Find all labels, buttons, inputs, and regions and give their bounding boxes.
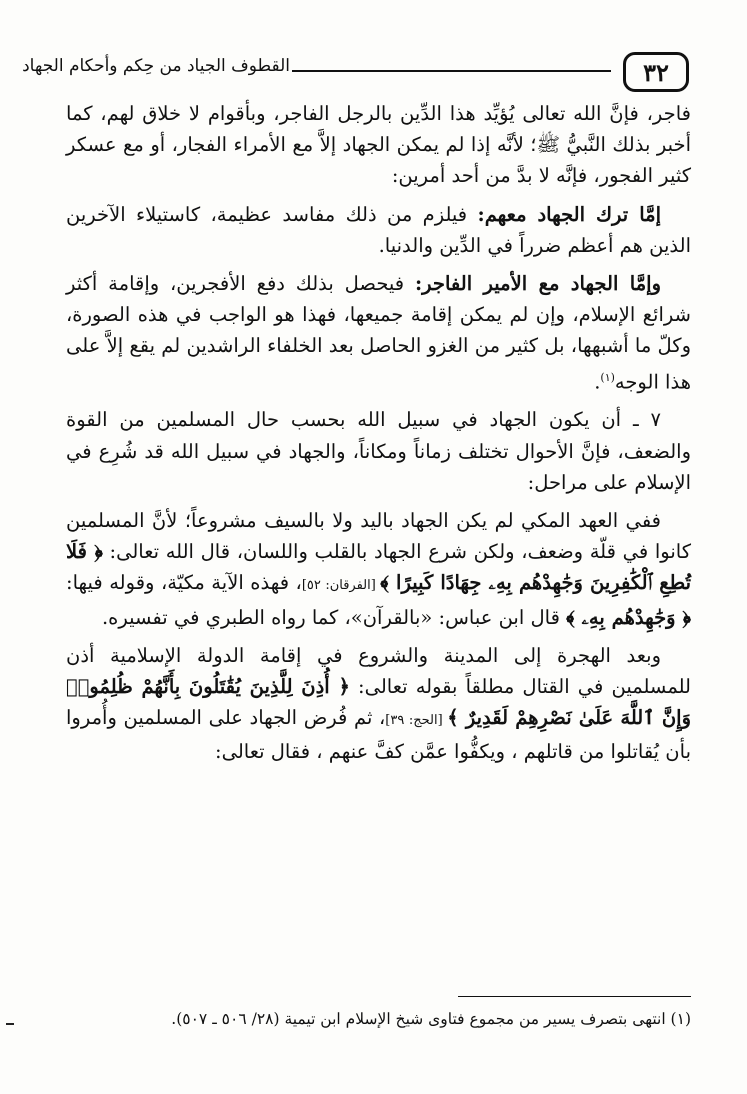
header-rule (292, 70, 611, 72)
quran-verse-hajj-39: ﴿ أُذِنَ لِلَّذِينَ يُقَٰتَلُونَ بِأَنَّهُمْ ظُلِمُوا۟ وَإِنَّ ٱللَّهَ عَلَىٰ نَصْرِهِمْ لَقَدِيرٌ ﴾ (66, 674, 692, 730)
paragraph-5-mid: ، فهذه الآية مكيّة، وقوله فيها: (66, 571, 302, 595)
verse-reference-hajj: [الحج: ٣٩] (385, 713, 448, 729)
body-text (66, 98, 691, 775)
paragraph-5 (66, 505, 691, 633)
paragraph-3-end: . (594, 370, 601, 394)
paragraph-2-lead: إمَّا ترك الجهاد معهم: (477, 202, 661, 226)
paragraph-1: فاجر، فإنَّ الله تعالى يُؤيِّد هذا الدِّين بالرجل الفاجر، وبأقوام لا خلاق لهم، كما أخبر بذلك النَّبيُّ ﷺ؛ لأنَّه إذا لم يمكن الجهاد إلاَّ مع الأمراء الفجار، أو مع عسكر كثير الفجور، فإنَّه لا بدَّ من أحد أمرين: (66, 102, 691, 188)
footnote: (١) انتهى بتصرف يسير من مجموع فتاوى شيخ الإسلام ابن تيمية (٢٨/ ٥٠٦ ـ ٥٠٧). (171, 1010, 691, 1028)
paragraph-6-intro: وبعد الهجرة إلى المدينة والشروع في إقامة الدولة الإسلامية أذن للمسلمين في القتال مطلقاً بقوله تعالى: (66, 643, 691, 698)
footnote-reference: (١) (600, 370, 615, 384)
paragraph-3 (66, 268, 691, 397)
quran-verse-fragment: ﴿ وَجَٰهِدْهُم بِهِۦ ﴾ (566, 605, 691, 629)
verse-reference-furqan: [الفرقان: ٥٢] (301, 578, 381, 594)
paragraph-3-lead: وإمَّا الجهاد مع الأمير الفاجر: (414, 272, 661, 296)
paragraph-5-end: قال ابن عباس: «بالقرآن»، كما رواه الطبري في تفسيره. (101, 605, 567, 629)
paragraph-2 (66, 199, 691, 261)
paragraph-4: ٧ ـ أن يكون الجهاد في سبيل الله بحسب حال المسلمين من القوة والضعف، فإنَّ الأحوال تختلف زماناً ومكاناً، والجهاد في سبيل الله قد شُرِع في الإسلام على مراحل: (66, 408, 691, 494)
paragraph-2-text: فيلزم من ذلك مفاسد عظيمة، كاستيلاء الآخرين الذين هم أعظم ضرراً في الدِّين والدنيا. (66, 202, 691, 257)
page-number: ٣٢ (623, 52, 689, 92)
footnote-rule (458, 996, 691, 997)
running-title: القطوف الجياد من حِكم وأحكام الجهاد (22, 56, 290, 76)
paragraph-5-intro: ففي العهد المكي لم يكن الجهاد باليد ولا بالسيف مشروعاً؛ لأنَّ المسلمين كانوا في قلّة وضعف، ولكن شرع الجهاد بالقلب واللسان، قال الله تعالى: (66, 508, 691, 564)
margin-mark (6, 1023, 14, 1025)
paragraph-3-text: فيحصل بذلك دفع الأفجرين، وإقامة أكثر شرائع الإسلام، وإن لم يمكن إقامة جميعها، فهذا هو الواجب في هذه الصورة، وكلّ ما أشبهها، بل كثير من الغزو الحاصل بعد الخلفاء الراشدين لم يقع إلاَّ على هذا الوجه (66, 272, 691, 394)
paragraph-6-end: ، ثم فُرض الجهاد على المسلمين وأُمروا بأن يُقاتلوا من قاتلهم ، ويكفُّوا عمَّن كفَّ عنهم ، فقال تعالى: (66, 706, 691, 764)
page-header (22, 50, 689, 94)
paragraph-6 (66, 640, 691, 768)
quran-verse-furqan-52: ﴿ فَلَا تُطِعِ ٱلْكَٰفِرِينَ وَجَٰهِدْهُم بِهِۦ جِهَادًا كَبِيرًا ﴾ (66, 540, 691, 595)
